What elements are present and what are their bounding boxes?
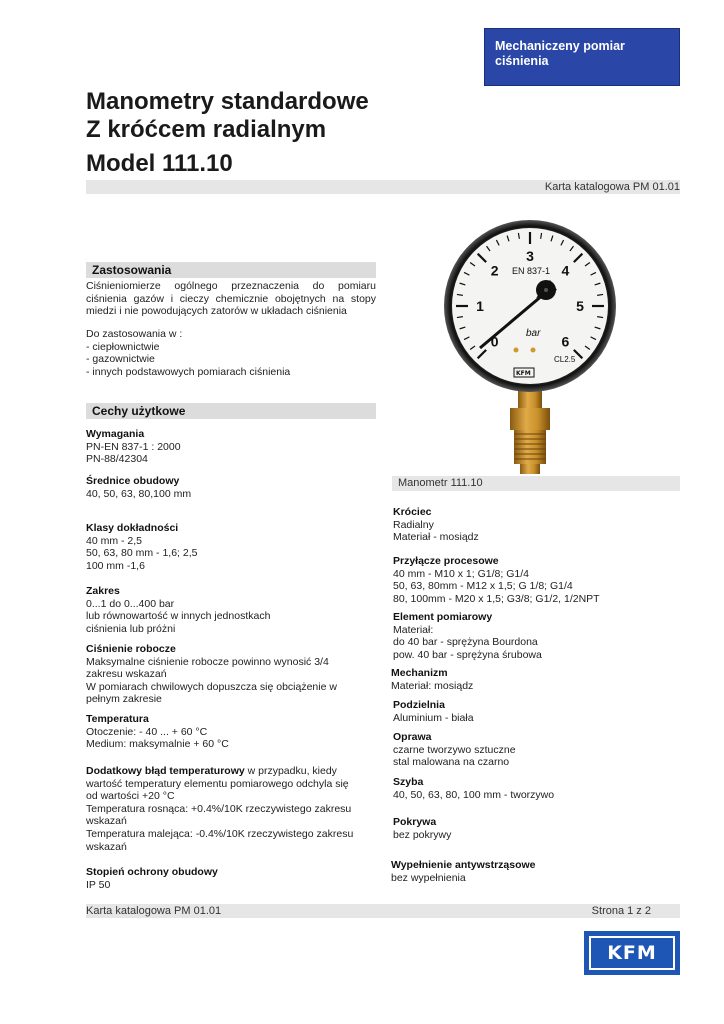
spec-pokrywa [393, 816, 451, 841]
spec-line: IP 50 [86, 878, 111, 891]
spec-title: Ciśnienie robocze [86, 643, 176, 655]
spec-line: 80, 100mm - M20 x 1,5; G3/8; G1/2, 1/2NPT [393, 592, 600, 605]
spec-title-tail: w przypadku, kiedy [244, 765, 337, 777]
spec-line: 0...1 do 0...400 bar [86, 597, 175, 610]
spec-line: Aluminium - biała [393, 711, 474, 724]
spec-line: Materiał: mosiądz [391, 679, 474, 692]
spec-line: PN-88/42304 [86, 453, 148, 466]
spec-title: Oprawa [393, 731, 432, 743]
spec-line: wartość temperatury elementu pomiarowego odchyla się [86, 777, 349, 790]
list-item: - gazownictwie [86, 353, 155, 366]
spec-przylacze [393, 555, 600, 605]
page-title-line-1: Manometry standardowe [86, 88, 369, 115]
spec-line: czarne tworzywo sztuczne [393, 743, 516, 756]
spec-cisnienie-robocze [86, 643, 337, 706]
spec-srednice [86, 475, 191, 500]
spec-line: Otoczenie: - 40 ... + 60 °C [86, 725, 208, 738]
spec-line: do 40 bar - sprężyna Bourdona [393, 636, 538, 649]
gauge-image [440, 210, 620, 490]
spec-title: Klasy dokładności [86, 522, 179, 534]
spec-title: Pokrywa [393, 816, 437, 828]
spec-stopien-ochrony [86, 866, 218, 891]
gauge-caption: Manometr 111.10 [398, 477, 483, 489]
spec-line: lub równowartość w innych jednostkach [86, 610, 271, 623]
spec-line: 50, 63, 80mm - M12 x 1,5; G 1/8; G1/4 [393, 580, 573, 593]
gauge-class: CL2.5 [554, 355, 576, 364]
kfm-logo [584, 931, 680, 975]
scale-number: 4 [561, 262, 570, 279]
spec-line: Radialny [393, 518, 434, 531]
scale-number: 1 [476, 298, 484, 314]
spec-line: od wartości +20 °C [86, 790, 175, 803]
gauge-screw-right [531, 348, 536, 353]
spec-line: wskazań [86, 815, 127, 828]
list-item: - innych podstawowych pomiarach ciśnienia [86, 365, 291, 378]
spec-title: Średnice obudowy [86, 475, 180, 487]
spec-krociec [393, 506, 479, 544]
spec-title: Dodatkowy błąd temperaturowy [86, 765, 245, 777]
spec-line: 40 mm - M10 x 1; G1/8; G1/4 [393, 567, 529, 580]
spec-line: stal malowana na czarno [393, 756, 510, 769]
spec-title: Przyłącze procesowe [393, 555, 499, 567]
spec-line: PN-EN 837-1 : 2000 [86, 440, 181, 453]
svg-text:KFM: KFM [516, 370, 531, 377]
kfm-logo-text: KFM [589, 936, 675, 970]
gauge-unit: bar [526, 328, 541, 339]
zastosowania-text: Ciśnieniomierze ogólnego przeznaczenia do pomiaru ciśnienia gazów i cieczy chemicznie obojętnych na stopy miedzi i nie powodujących zatorów w układach ciśnienia [86, 280, 376, 318]
spec-line: pow. 40 bar - sprężyna śrubowa [393, 648, 542, 661]
list-item: - ciepłownictwie [86, 340, 160, 353]
scale-number: 6 [561, 333, 570, 350]
section-heading-cechy: Cechy użytkowe [86, 403, 376, 419]
spec-line: 50, 63, 80 mm - 1,6; 2,5 [86, 547, 198, 560]
spec-title: Szyba [393, 776, 424, 788]
spec-title: Element pomiarowy [393, 611, 493, 623]
spec-podzielnia [393, 699, 474, 724]
spec-element-pomiarowy [393, 611, 542, 661]
spec-title: Temperatura [86, 713, 149, 725]
spec-title: Króciec [393, 506, 432, 518]
category-badge [484, 28, 680, 86]
spec-line: Temperatura rosnąca: +0.4%/10K rzeczywistego zakresu [86, 802, 352, 815]
spec-zakres [86, 585, 270, 635]
spec-line: wskazań [86, 840, 127, 853]
model-title: Model 111.10 [86, 150, 233, 177]
gauge-thread [514, 430, 546, 474]
spec-mechanizm [391, 667, 473, 692]
spec-title: Wypełnienie antywstrząsowe [391, 859, 536, 871]
spec-line: 40, 50, 63, 80, 100 mm - tworzywo [393, 788, 555, 801]
page-title-line-2: Z króćcem radialnym [86, 116, 327, 143]
spec-title: Mechanizm [391, 667, 448, 679]
page-number: Strona 1 z 2 [591, 905, 651, 917]
list-intro: Do zastosowania w : [86, 328, 183, 340]
spec-line: Medium: maksymalnie + 60 °C [86, 738, 229, 751]
spec-szyba [393, 776, 554, 801]
spec-title: Podzielnia [393, 699, 445, 711]
badge-line-2: ciśnienia [495, 54, 549, 68]
gauge-hex [510, 408, 550, 430]
scale-number: 5 [576, 298, 584, 314]
spec-line: zakresu wskazań [86, 668, 167, 681]
spec-line: pełnym zakresie [86, 693, 162, 706]
spec-line: bez wypełnienia [391, 871, 466, 884]
spec-title: Zakres [86, 585, 120, 597]
spec-line: 40 mm - 2,5 [86, 534, 143, 547]
spec-klasy [86, 522, 197, 572]
spec-temperatura [86, 713, 229, 751]
spec-line: 40, 50, 63, 80,100 mm [86, 487, 192, 500]
catalog-reference: Karta katalogowa PM 01.01 [544, 181, 680, 193]
spec-oprawa [393, 731, 516, 769]
scale-number: 0 [490, 333, 499, 350]
spec-line: Maksymalne ciśnienie robocze powinno wynosić 3/4 [86, 655, 329, 668]
spec-line: 100 mm -1,6 [86, 559, 145, 572]
gauge-standard: EN 837-1 [512, 266, 551, 276]
spec-title: Stopień ochrony obudowy [86, 866, 218, 878]
spec-title: Wymagania [86, 428, 145, 440]
spec-line: Temperatura malejąca: -0.4%/10K rzeczywistego zakresu [86, 827, 354, 840]
spec-line: Materiał - mosiądz [393, 531, 479, 544]
footer-catalog-reference: Karta katalogowa PM 01.01 [86, 905, 222, 917]
spec-wymagania [86, 428, 181, 466]
section-heading-zastosowania: Zastosowania [86, 262, 376, 278]
spec-blad-temperaturowy [86, 765, 353, 853]
spec-line: Materiał: [393, 623, 434, 636]
spec-line: bez pokrywy [393, 828, 452, 841]
badge-line-1: Mechaniczeny pomiar [495, 39, 625, 53]
scale-number: 2 [490, 262, 499, 279]
zastosowania-list [86, 328, 376, 378]
spec-line: ciśnienia lub próżni [86, 622, 176, 635]
scale-number: 3 [526, 248, 534, 264]
spec-wypelnienie [391, 859, 536, 884]
gauge-screw-left [514, 348, 519, 353]
spec-line: W pomiarach chwilowych dopuszcza się obciążenie w [86, 680, 337, 693]
